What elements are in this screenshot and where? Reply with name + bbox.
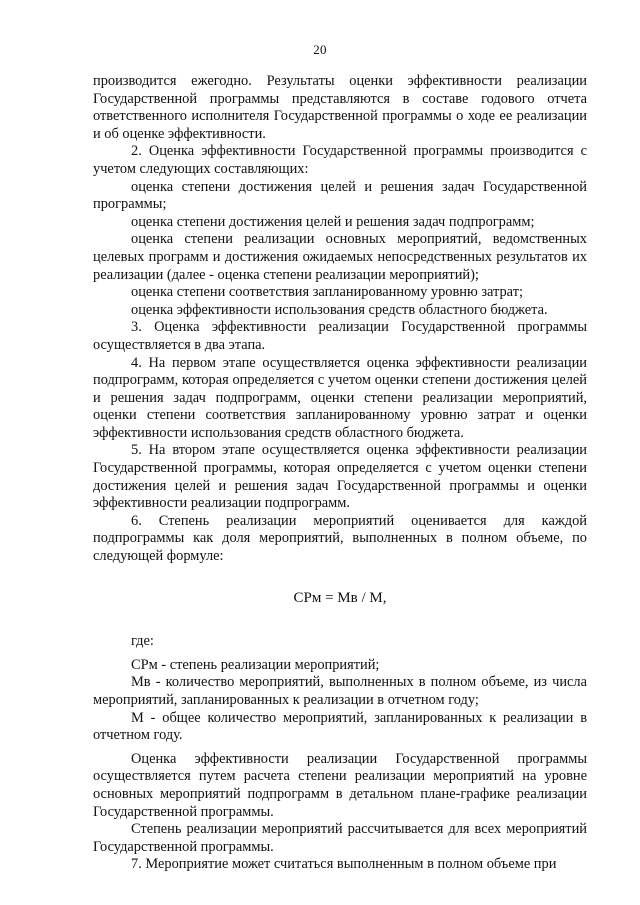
list-item: оценка степени соответствия запланированному уровню затрат;: [131, 284, 523, 301]
where-label: где:: [131, 633, 154, 650]
list-item: оценка степени реализации основных мероприятий, ведомственных целевых программ и достижения ожидаемых непосредственных результатов их реализации (далее - оценка степени реализации мероприятий);: [93, 231, 587, 283]
paragraph: 2. Оценка эффективности Государственной программы производится с учетом следующих составляющих:: [93, 143, 587, 177]
paragraph: 6. Степень реализации мероприятий оценивается для каждой подпрограммы как доля мероприятий, выполненных в полном объеме, по следующей формуле:: [93, 512, 587, 565]
paragraph: Оценка эффективности реализации Государственной программы осуществляется путем расчета степени реализации мероприятий на уровне основных мероприятий подпрограмм в детальном плане-графике реализации Государственной программы.: [93, 750, 587, 820]
list-item: оценка эффективности использования средств областного бюджета.: [131, 301, 548, 318]
definition: Мв - количество мероприятий, выполненных в полном объеме, из числа мероприятий, запланированных к реализации в отчетном году;: [93, 674, 587, 708]
page-number: 20: [313, 42, 327, 57]
list-item: оценка степени достижения целей и решения задач Государственной программы;: [93, 178, 587, 213]
paragraph: 7. Мероприятие может считаться выполненным в полном объеме при: [131, 856, 557, 873]
document-body: [93, 73, 587, 874]
definition: М - общее количество мероприятий, запланированных к реализации в отчетном году.: [93, 709, 587, 744]
paragraph: 5. На втором этапе осуществляется оценка эффективности реализации Государственной программы, которая определяется с учетом оценки степени достижения целей и решения задач Государственной программы и оценки эффективности реализации подпрограмм.: [93, 442, 587, 512]
paragraph: 4. На первом этапе осуществляется оценка эффективности реализации подпрограмм, которая определяется с учетом оценки степени достижения целей и решения задач подпрограмм, оценки степени реализации мероприятий, оценки степени соответствия запланированному уровню затрат и оценки эффективности использования средств областного бюджета.: [93, 354, 587, 441]
paragraph: 3. Оценка эффективности реализации Государственной программы осуществляется в два этапа.: [93, 319, 587, 353]
paragraph: производится ежегодно. Результаты оценки эффективности реализации Государственной программы представляются в составе годового отчета ответственного исполнителя Государственной программы о ходе ее реализации и об оценке эффективности.: [93, 73, 587, 142]
paragraph: Степень реализации мероприятий рассчитывается для всех мероприятий Государственной программы.: [93, 821, 587, 855]
formula: СРм = Мв / М,: [293, 589, 387, 606]
definition: СРм - степень реализации мероприятий;: [131, 656, 380, 673]
list-item: оценка степени достижения целей и решения задач подпрограмм;: [131, 213, 535, 230]
